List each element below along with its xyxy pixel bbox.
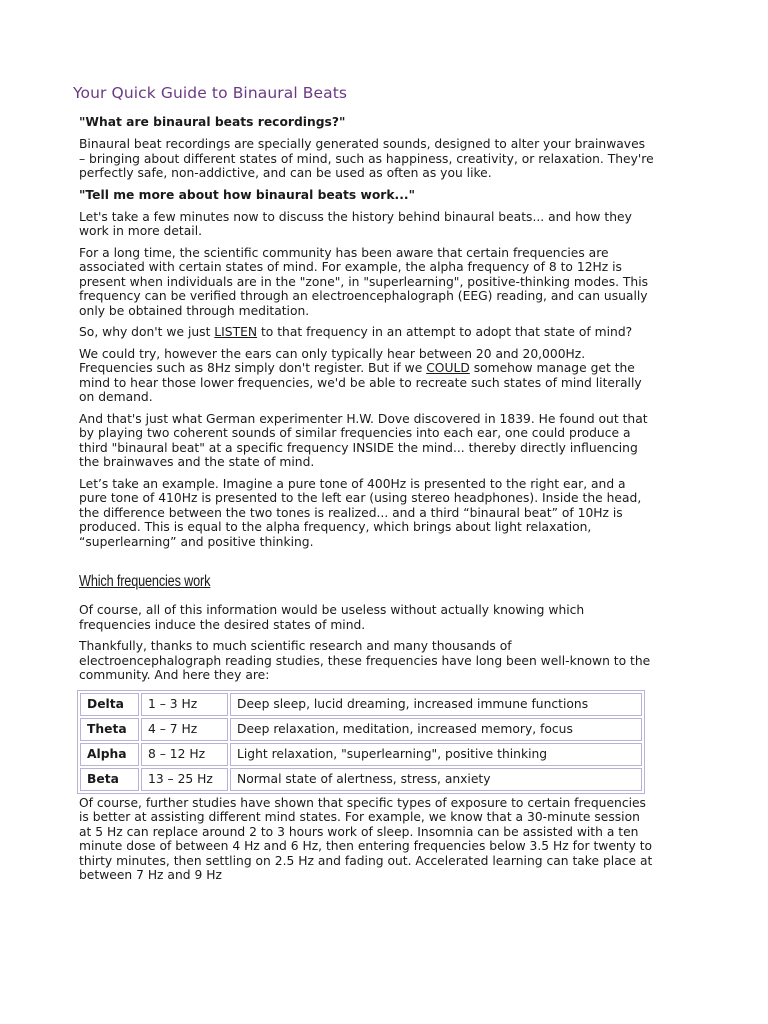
band-range: 1 – 3 Hz bbox=[141, 693, 228, 716]
listen-emphasis: LISTEN bbox=[214, 325, 258, 339]
question-how-binaural-beats-work: "Tell me more about how binaural beats work..." bbox=[79, 187, 415, 202]
paragraph-definition: Binaural beat recordings are specially generated sounds, designed to alter your brainwaves – bringing about different states of mind, such as happiness, creativity, or relaxation. They're perfectly safe, non-addictive, and can be used as often as you like. bbox=[79, 137, 654, 180]
listen-text-after: to that frequency in an attempt to adopt that state of mind? bbox=[257, 325, 633, 339]
paragraph-listen bbox=[79, 325, 654, 340]
paragraph-example: Let’s take an example. Imagine a pure tone of 400Hz is presented to the right ear, and a pure tone of 410Hz is presented to the left ear (using stereo headphones). Inside the head, the difference between the two tones is realized... and a third “binaural beat” of 10Hz is produced. This is equal to the alpha frequency, which brings about light relaxation, “superlearning” and positive thinking. bbox=[79, 476, 642, 549]
band-description: Deep relaxation, meditation, increased memory, focus bbox=[230, 718, 642, 741]
could-text-after: somehow manage get the mind to hear those lower frequencies, we'd be able to recreate such states of mind literally on demand. bbox=[79, 361, 642, 404]
band-description: Deep sleep, lucid dreaming, increased immune functions bbox=[230, 693, 642, 716]
band-range: 8 – 12 Hz bbox=[141, 743, 228, 766]
paragraph-exposure-studies: Of course, further studies have shown that specific types of exposure to certain frequencies is better at assisting different mind states. For example, we know that a 30-minute session at 5 Hz can replace around 2 to 3 hours work of sleep. Insomnia can be assisted with a ten minute dose of between 4 Hz and 6 Hz, then entering frequencies below 3.5 Hz for twenty to thirty minutes, then settling on 2.5 Hz and fading out. Accelerated learning can take place at between 7 Hz and 9 Hz bbox=[79, 795, 653, 882]
band-description: Normal state of alertness, stress, anxiety bbox=[230, 768, 642, 791]
paragraph-hearing-range bbox=[79, 347, 654, 405]
band-name: Delta bbox=[80, 693, 139, 716]
listen-text-before: So, why don't we just bbox=[79, 325, 215, 339]
paragraph-dove-discovery: And that's just what German experimenter H.W. Dove discovered in 1839. He found out that by playing two coherent sounds of similar frequencies into each ear, one could produce a third "binaural beat" at a specific frequency INSIDE the mind... thereby directly influencing the brainwaves and the state of mind. bbox=[79, 411, 648, 469]
page-title: Your Quick Guide to Binaural Beats bbox=[73, 84, 348, 102]
paragraph-which-frequencies: Of course, all of this information would be useless without actually knowing which frequencies induce the desired states of mind. bbox=[79, 603, 585, 632]
band-range: 13 – 25 Hz bbox=[141, 768, 228, 791]
band-name: Theta bbox=[80, 718, 139, 741]
paragraph-frequencies-states: For a long time, the scientific community has been aware that certain frequencies are associated with certain states of mind. For example, the alpha frequency of 8 to 12Hz is present when individuals are in the "zone", in "superlearning", positive-thinking modes. This frequency can be verified through an electroencephalograph (EEG) reading, and can usually only be obtained through meditation. bbox=[79, 245, 649, 318]
frequency-table bbox=[77, 690, 645, 794]
section-heading-frequencies: Which frequencies work bbox=[79, 573, 211, 590]
could-emphasis: COULD bbox=[426, 361, 470, 375]
question-what-are-binaural-beats: "What are binaural beats recordings?" bbox=[79, 115, 346, 129]
table-row bbox=[80, 718, 642, 741]
document-page bbox=[73, 84, 654, 890]
band-range: 4 – 7 Hz bbox=[141, 718, 228, 741]
paragraph-history-intro: Let's take a few minutes now to discuss the history behind binaural beats... and how they work in more detail. bbox=[79, 209, 632, 238]
band-description: Light relaxation, "superlearning", positive thinking bbox=[230, 743, 642, 766]
table-row bbox=[80, 693, 642, 716]
table-row bbox=[80, 743, 642, 766]
band-name: Alpha bbox=[80, 743, 139, 766]
table-row bbox=[80, 768, 642, 791]
could-text-before: We could try, however the ears can only typically hear between 20 and 20,000Hz. Frequencies such as 8Hz simply don't register. But if we bbox=[79, 346, 586, 375]
paragraph-research: Thankfully, thanks to much scientific research and many thousands of electroencephalograph reading studies, these frequencies have long been well-known to the community. And here they are: bbox=[79, 639, 651, 682]
band-name: Beta bbox=[80, 768, 139, 791]
